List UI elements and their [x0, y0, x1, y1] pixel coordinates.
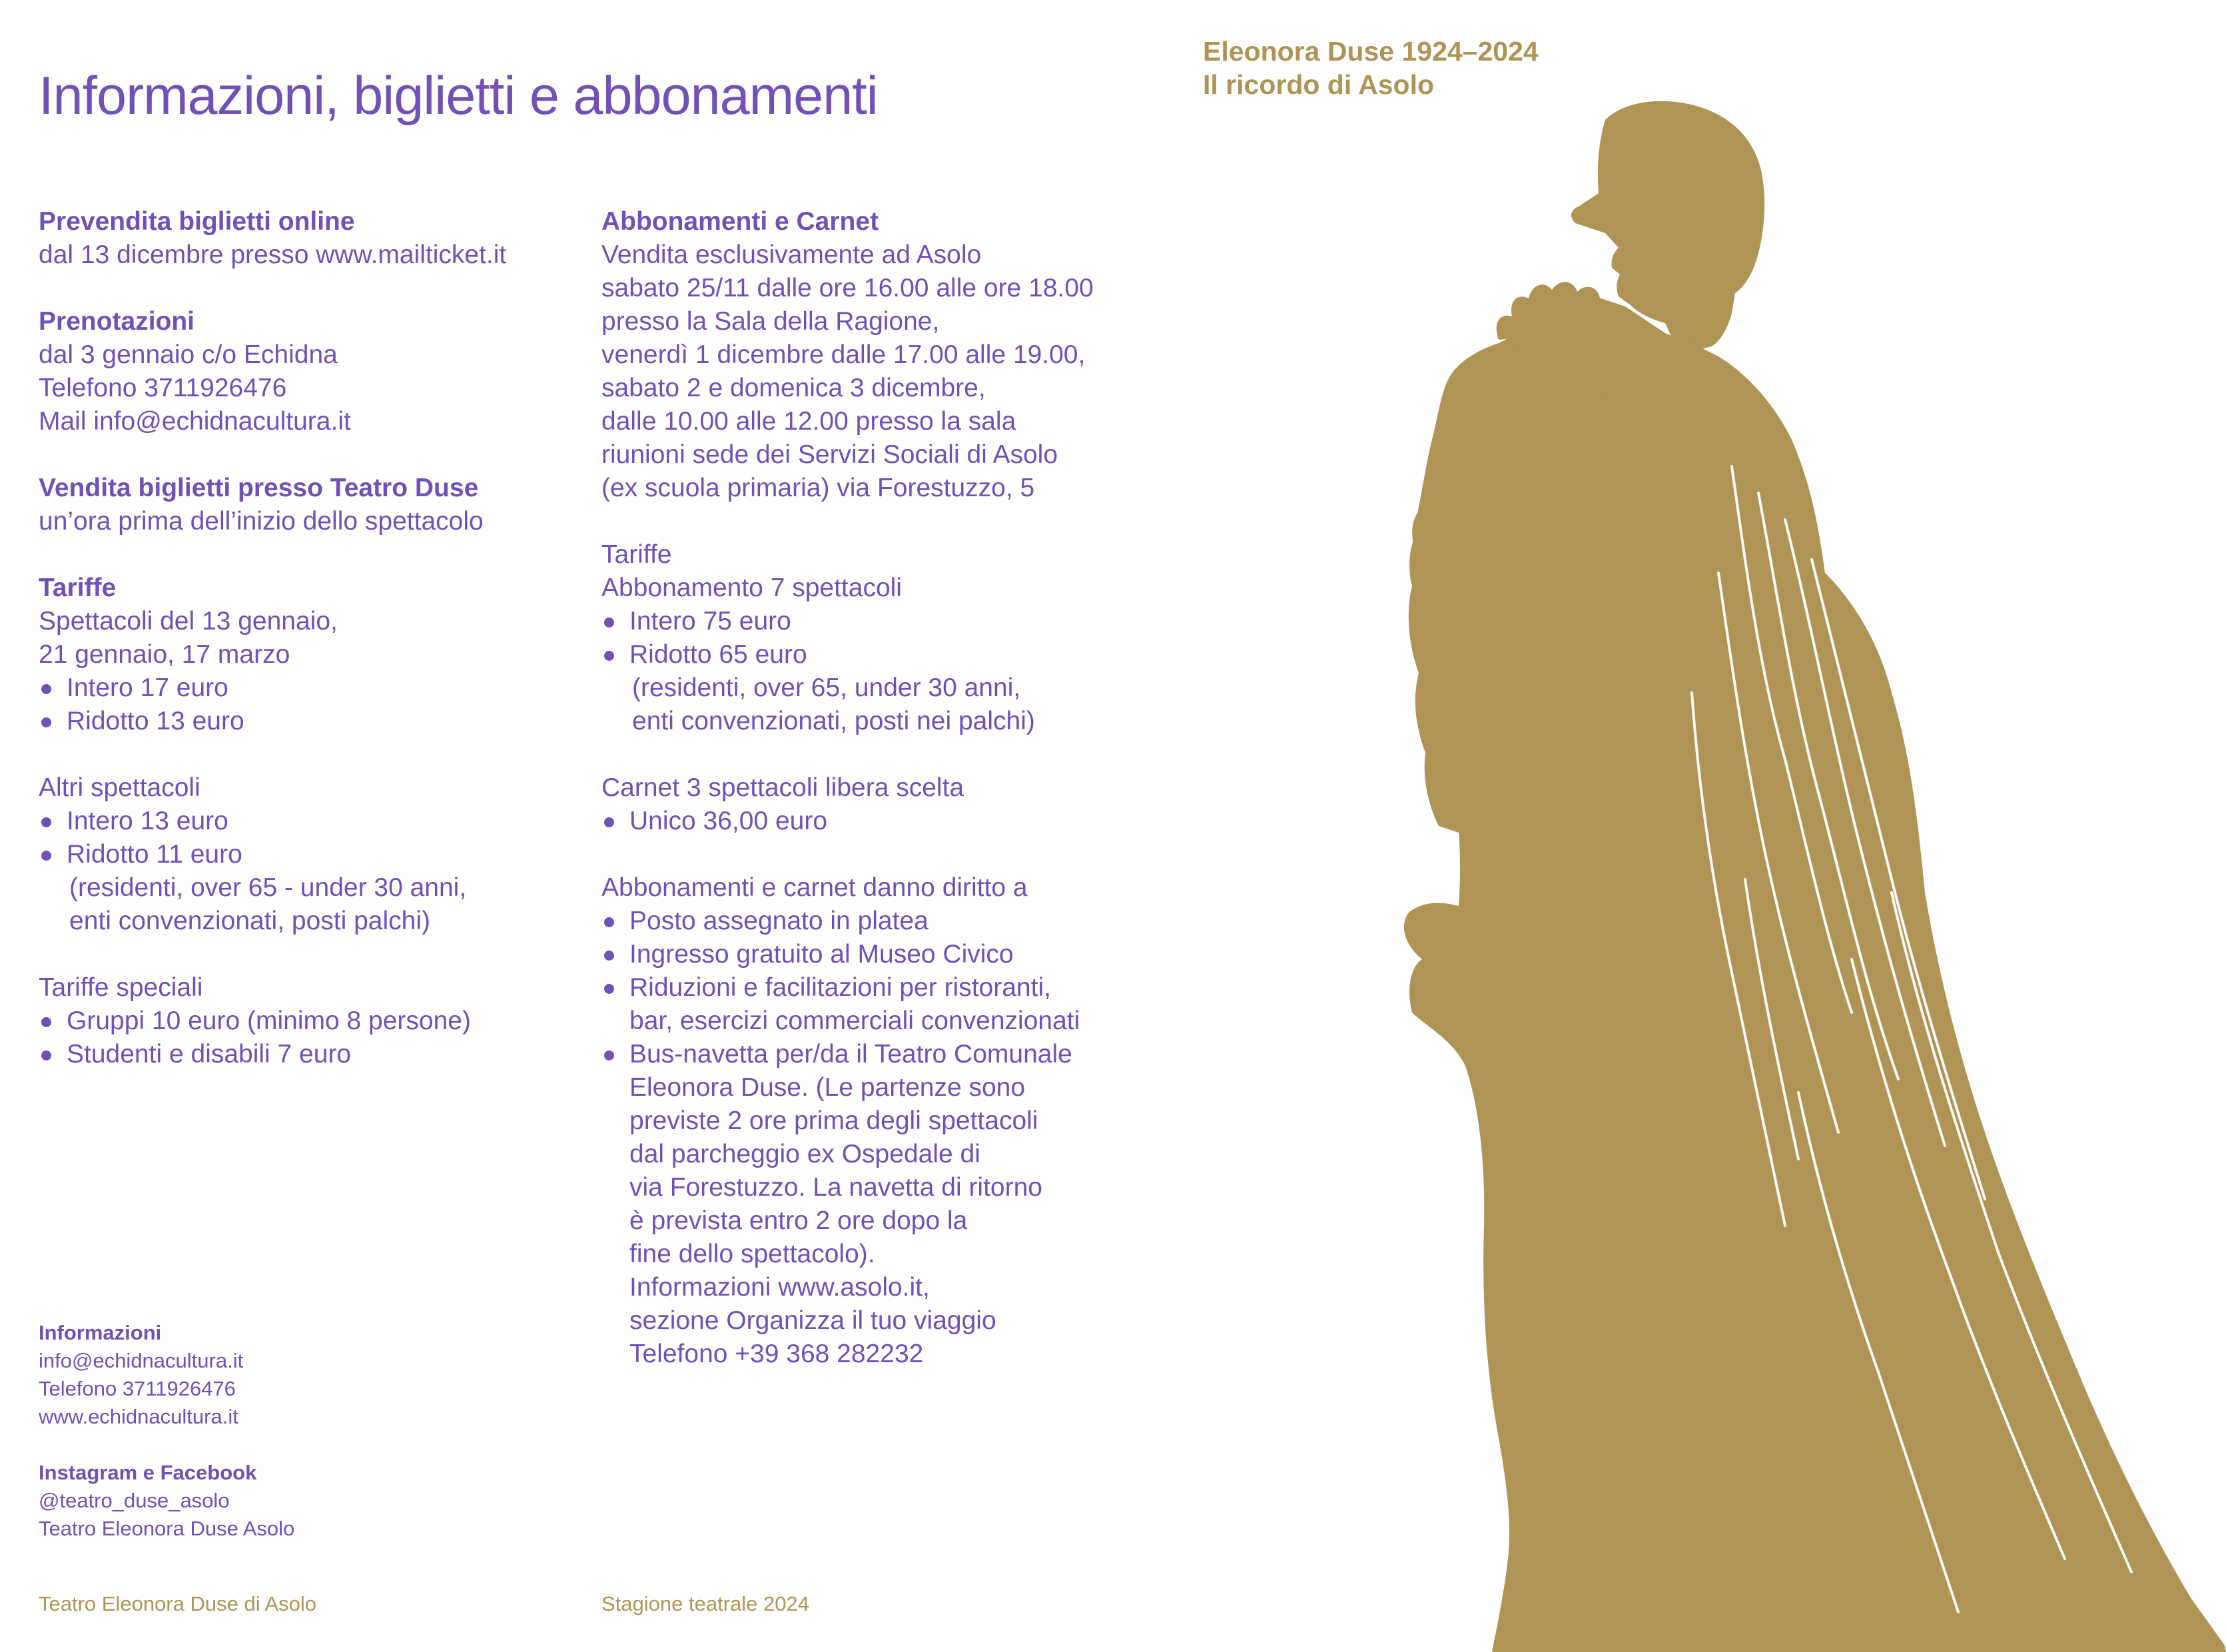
abbonamenti-line: presso la Sala della Ragione, [601, 307, 940, 336]
prenotazioni-mail: Mail info@echidnacultura.it [39, 407, 351, 436]
brand-line-2: Il ricordo di Asolo [1203, 69, 1434, 100]
bullet-item: Intero 17 euro [39, 671, 585, 705]
bullet-item: Unico 36,00 euro [601, 805, 1174, 838]
bullet-item: Studenti e disabili 7 euro [39, 1038, 585, 1071]
info-block [39, 1319, 294, 1543]
bullet-item: Riduzioni e facilitazioni per ristoranti, [601, 971, 1174, 1005]
tariffe-heading: Tariffe [39, 574, 117, 602]
prevendita-text: dal 13 dicembre presso www.mailticket.it [39, 240, 507, 269]
prenotazioni-heading: Prenotazioni [39, 307, 195, 336]
social-heading: Instagram e Facebook [39, 1461, 257, 1484]
tariffe-abb-note: (residenti, over 65, under 30 anni, [632, 673, 1021, 702]
bus-cont: dal parcheggio ex Ospedale di [629, 1140, 980, 1168]
bus-cont: Telefono +39 368 282232 [629, 1340, 924, 1368]
abbonamenti-line: sabato 2 e domenica 3 dicembre, [601, 374, 986, 402]
duse-silhouette-illustration [1385, 93, 2226, 1652]
tariffe-line: Spettacoli del 13 gennaio, [39, 607, 338, 635]
social-page: Teatro Eleonora Duse Asolo [39, 1517, 295, 1540]
prevendita-heading: Prevendita biglietti online [39, 207, 355, 236]
bullet-item: Ridotto 13 euro [39, 705, 585, 738]
vendita-text: un’ora prima dell’inizio dello spettacolo [39, 507, 484, 536]
carnet-heading: Carnet 3 spettacoli libera scelta [601, 773, 964, 802]
bullet-item: Gruppi 10 euro (minimo 8 persone) [39, 1005, 585, 1038]
social-handle: @teatro_duse_asolo [39, 1489, 230, 1512]
left-column [39, 205, 585, 1071]
tariffe-abb-heading: Tariffe [601, 540, 672, 569]
diritti-heading: Abbonamenti e carnet danno diritto a [601, 873, 1028, 902]
tariffe-line: 21 gennaio, 17 marzo [39, 640, 290, 669]
bus-cont: fine dello spettacolo). [629, 1240, 875, 1268]
bus-cont: previste 2 ore prima degli spettacoli [629, 1106, 1038, 1135]
speciali-heading: Tariffe speciali [39, 973, 203, 1002]
bus-cont: via Forestuzzo. La navetta di ritorno [629, 1173, 1042, 1202]
footer-season: Stagione teatrale 2024 [601, 1592, 809, 1615]
abbonamenti-line: riunioni sede dei Servizi Sociali di Asolo [601, 440, 1058, 469]
abbonamenti-heading: Abbonamenti e Carnet [601, 207, 879, 236]
abbonamenti-line: (ex scuola primaria) via Forestuzzo, 5 [601, 474, 1035, 502]
brand-line-1: Eleonora Duse 1924–2024 [1203, 36, 1539, 67]
info-phone: Telefono 3711926476 [39, 1377, 236, 1400]
bus-cont: Informazioni www.asolo.it, [629, 1273, 930, 1302]
bullet-item: Posto assegnato in platea [601, 905, 1174, 938]
abbonamenti-line: venerdì 1 dicembre dalle 17.00 alle 19.00, [601, 340, 1086, 369]
diritti-cont: bar, esercizi commerciali convenzionati [629, 1007, 1080, 1035]
silhouette-body [1404, 293, 2226, 1652]
abbonamenti-line: dalle 10.00 alle 12.00 presso la sala [601, 407, 1016, 436]
bullet-item: Ingresso gratuito al Museo Civico [601, 938, 1174, 971]
tariffe-abb-subheading: Abbonamento 7 spettacoli [601, 574, 902, 602]
bus-cont: è prevista entro 2 ore dopo la [629, 1206, 968, 1235]
bullet-item: Ridotto 65 euro [601, 638, 1174, 671]
abbonamenti-line: sabato 25/11 dalle ore 16.00 alle ore 18.00 [601, 274, 1094, 302]
bullet-item: Bus-navetta per/da il Teatro Comunale [601, 1038, 1174, 1071]
bullet-item: Intero 13 euro [39, 805, 585, 838]
bus-cont: sezione Organizza il tuo viaggio [629, 1306, 996, 1335]
tariffe-abb-note: enti convenzionati, posti nei palchi) [632, 707, 1035, 735]
prenotazioni-phone: Telefono 3711926476 [39, 374, 287, 402]
info-email[interactable]: info@echidnacultura.it [39, 1349, 244, 1372]
altri-heading: Altri spettacoli [39, 773, 200, 802]
altri-note: enti convenzionati, posti palchi) [69, 907, 430, 935]
info-website[interactable]: www.echidnacultura.it [39, 1405, 238, 1428]
vendita-heading: Vendita biglietti presso Teatro Duse [39, 474, 479, 502]
bus-cont: Eleonora Duse. (Le partenze sono [629, 1073, 1026, 1102]
right-column [601, 205, 1174, 1371]
abbonamenti-line: Vendita esclusivamente ad Asolo [601, 240, 982, 269]
bullet-item: Ridotto 11 euro [39, 838, 585, 871]
info-heading: Informazioni [39, 1321, 162, 1344]
page-title: Informazioni, biglietti e abbonamenti [39, 66, 878, 127]
bullet-item: Intero 75 euro [601, 605, 1174, 638]
prenotazioni-line: dal 3 gennaio c/o Echidna [39, 340, 338, 369]
altri-note: (residenti, over 65 - under 30 anni, [69, 873, 467, 902]
brand-block [1203, 35, 1539, 101]
footer-theatre: Teatro Eleonora Duse di Asolo [39, 1592, 317, 1615]
